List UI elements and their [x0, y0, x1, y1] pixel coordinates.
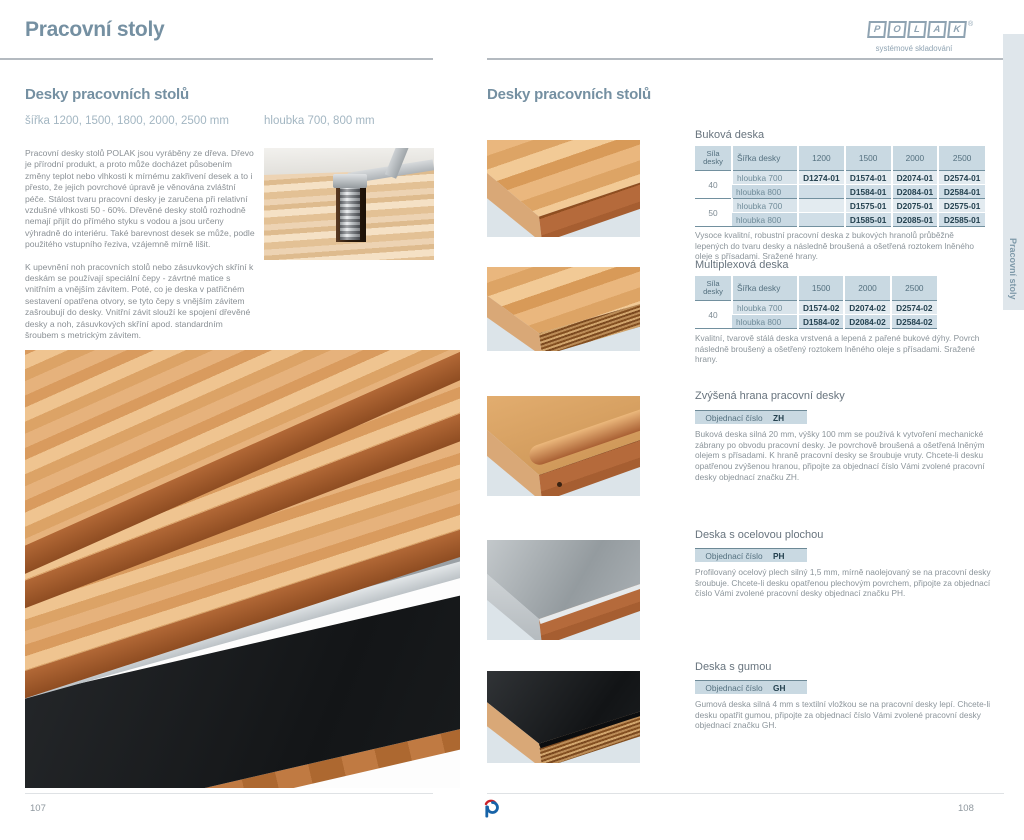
column-header: 1500: [798, 276, 844, 301]
order-code: PH: [773, 550, 785, 561]
table-header-row: [695, 146, 985, 171]
order-number-bar: [695, 548, 807, 562]
column-header: 1200: [798, 146, 845, 171]
multiplex-board-photo: [487, 267, 640, 351]
product-caption: Vysoce kvalitní, robustní pracovní deska z bukových hranolů průběžně lepených do tvaru desky a následně broušená a ošetřená roztokem lněného oleje s přísadami. Sražené hrany.: [695, 230, 975, 262]
page-title: Pracovní stoly: [25, 18, 165, 41]
order-number-cell: D2585-01: [938, 213, 985, 227]
stacked-worktops-photo: [25, 350, 460, 788]
spec-width: šířka 1200, 1500, 1800, 2000, 2500 mm: [25, 115, 229, 127]
product-description: Buková deska silná 20 mm, výšky 100 mm se používá k vytvoření mechanické zábrany po obvodu pracovní desky. Je povrchově broušená a ošetřená lněným olejem s přísadami. K hraně pracovní desky se šroubuje vruty. Chcete-li desku opatřenou zvýšenou hranou, připojte za objednací číslo Vámi zvolené pracovní desky objednací značku ZH.: [695, 429, 985, 482]
side-tab-label: Pracovní stoly: [1008, 238, 1018, 300]
order-number-cell: D2574-02: [891, 301, 937, 315]
product-title: Deska s ocelovou plochou: [695, 529, 824, 541]
footer-rule-left: [25, 793, 433, 794]
intro-paragraph: K upevnění noh pracovních stolů nebo zásuvkových skříní k deskám se používají speciální čepy - závrtné matice s vnitřním a vnějším závitem. Poté, co je deska v patřičném sestavení opatřena otvory, se tyto čepy s vnějším závitem zašroubují do desky. Vnitřní závit slouží ke spojení dřevěné desky a noh, zásuvkových skříní apod. standardním šroubem s metrickým závitem.: [25, 261, 254, 341]
intro-text: [25, 148, 255, 353]
page-number-left: 107: [30, 803, 46, 814]
beech-board-photo: [487, 140, 640, 237]
table-cell: [798, 199, 845, 213]
page-number-right: 108: [958, 803, 974, 814]
logo-letter-box: P: [867, 21, 887, 38]
order-number-cell: D1574-01: [845, 171, 892, 185]
column-header: 2500: [891, 276, 937, 301]
raised-edge-photo: [487, 396, 640, 496]
column-header: 1500: [845, 146, 892, 171]
table-cell: 50: [695, 199, 732, 227]
logo-letter-box: A: [927, 21, 947, 38]
order-number-cell: D1584-01: [845, 185, 892, 199]
steel-surface-photo: [487, 540, 640, 640]
table-header-row: [695, 276, 937, 301]
order-number-cell: D1575-01: [845, 199, 892, 213]
order-number-cell: D2084-01: [892, 185, 939, 199]
side-tab: [1003, 34, 1024, 310]
logo-letter-box: L: [907, 21, 927, 38]
order-number-cell: D2575-01: [938, 199, 985, 213]
table-cell: 40: [695, 171, 732, 199]
table-row: [695, 213, 985, 227]
header-rule-right: [487, 58, 1003, 60]
rubber-surface-photo: [487, 671, 640, 763]
order-number-bar: [695, 680, 807, 694]
product-description: Gumová deska silná 4 mm s textilní vložkou se na pracovní desky lepí. Chcete-li desku opatřit gumou, připojte za objednací číslo Vámi zvolené pracovní desky objednací značku GH.: [695, 699, 991, 731]
product-description: Profilovaný ocelový plech silný 1,5 mm, mírně naolejovaný se na pracovní desky šroubuje. Chcete-li desku opatřenou plechovým povrchem, připojte za objednací číslo Vámi zvolené pracovní desky objednací značku PH.: [695, 567, 991, 599]
order-number-cell: D2074-02: [844, 301, 890, 315]
column-header: 2000: [892, 146, 939, 171]
product-title: Multiplexová deska: [695, 259, 789, 271]
product-caption: Kvalitní, tvarově stálá deska vrstvená a lepená z pařené bukové dýhy. Povrch následně broušený a ošetřený roztokem lněného oleje s přísadami. Sražené hrany.: [695, 333, 980, 365]
table-row: [695, 171, 985, 185]
table-cell: hloubka 700: [732, 301, 798, 315]
insert-nut-photo: [264, 148, 434, 260]
spec-depth: hloubka 700, 800 mm: [264, 115, 375, 127]
table-cell: hloubka 700: [732, 199, 798, 213]
column-header: 2500: [938, 146, 985, 171]
column-header: Síla desky: [695, 146, 732, 171]
order-number-cell: D2584-01: [938, 185, 985, 199]
table-cell: hloubka 800: [732, 185, 798, 199]
column-header: Šířka desky: [732, 146, 798, 171]
table-row: [695, 315, 937, 329]
table-cell: hloubka 800: [732, 213, 798, 227]
table-cell: hloubka 800: [732, 315, 798, 329]
order-number-cell: D1585-01: [845, 213, 892, 227]
table-cell: hloubka 700: [732, 171, 798, 185]
polak-logo: [866, 21, 973, 38]
product-title: Deska s gumou: [695, 661, 772, 673]
header-rule-left: [0, 58, 433, 60]
table-cell: [798, 213, 845, 227]
product-title: Zvýšená hrana pracovní desky: [695, 390, 845, 402]
table-row: [695, 301, 937, 315]
order-number-label: Objednací číslo: [705, 412, 763, 423]
table-row: [695, 199, 985, 213]
logo-letter-box: K: [947, 21, 967, 38]
bolt-head: [333, 174, 367, 188]
order-number-cell: D2584-02: [891, 315, 937, 329]
footer-rule-right: [487, 793, 1004, 794]
product-title: Buková deska: [695, 129, 765, 141]
order-number-cell: D2074-01: [892, 171, 939, 185]
column-header: Šířka desky: [732, 276, 798, 301]
beech-board-table: [695, 146, 985, 227]
order-code: ZH: [773, 412, 785, 423]
column-header: 2000: [844, 276, 890, 301]
order-code: GH: [773, 682, 786, 693]
footer-logo-mark: [482, 797, 500, 819]
column-header: Síla desky: [695, 276, 732, 301]
multiplex-board-table: [695, 276, 937, 329]
right-section-heading: Desky pracovních stolů: [487, 86, 651, 103]
brand-tagline: systémové skladování: [875, 44, 953, 53]
order-number-cell: D1274-01: [798, 171, 845, 185]
order-number-cell: D2075-01: [892, 199, 939, 213]
order-number-cell: D1574-02: [798, 301, 844, 315]
order-number-bar: [695, 410, 807, 424]
order-number-cell: D2085-01: [892, 213, 939, 227]
logo-letter-box: O: [887, 21, 907, 38]
left-section-heading: Desky pracovních stolů: [25, 86, 189, 103]
table-cell: [798, 185, 845, 199]
table-row: [695, 185, 985, 199]
table-cell: 40: [695, 301, 732, 329]
insert-nut-body: [340, 186, 360, 240]
order-number-cell: D2084-02: [844, 315, 890, 329]
order-number-label: Objednací číslo: [705, 550, 763, 561]
order-number-cell: D1584-02: [798, 315, 844, 329]
order-number-label: Objednací číslo: [705, 682, 763, 693]
intro-paragraph: Pracovní desky stolů POLAK jsou vyráběny ze dřeva. Dřevo je přírodní produkt, a proto může docházet působením změny teplot nebo vlhkosti k mírnému zakřivení desek a to i přesto, že jejich povrchové úpravě je věnována zvláštní péče. Stálost tvaru pracovní desky je zaručena při relativní vzdušné vlhkosti 50 - 60%. Dřevěné desky stolů rozhodně nemají přijít do přímého styku s vodou a jsou určeny výhradně do interiéru. Také barevnost desek se může, podle použitého vstupního řeziva, vzájemně mírně lišit.: [25, 148, 255, 250]
footer-logo: [482, 797, 500, 819]
registered-mark: ®: [968, 21, 974, 28]
order-number-cell: D2574-01: [938, 171, 985, 185]
